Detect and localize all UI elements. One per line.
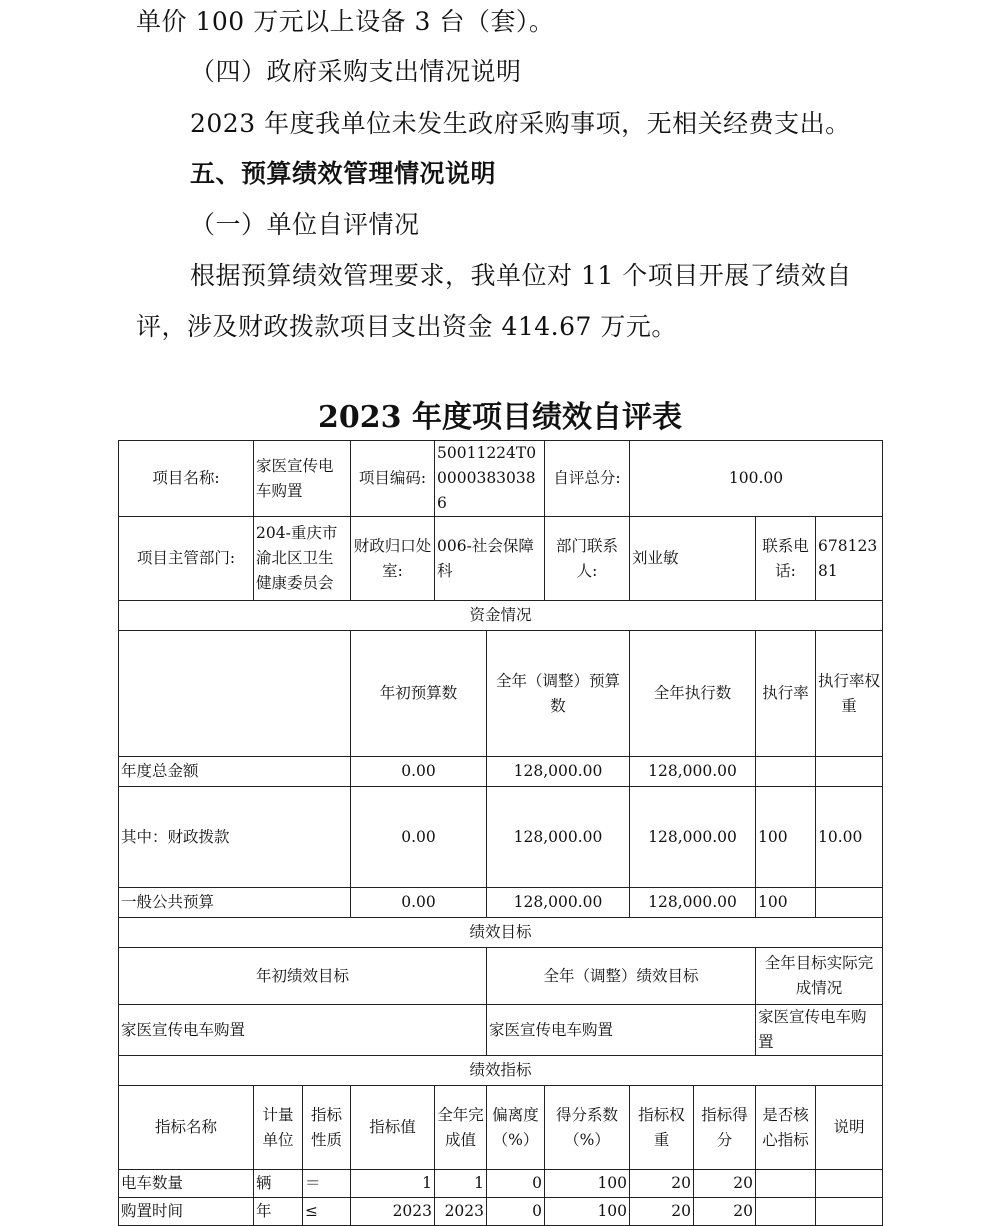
ind-unit: 年 bbox=[254, 1198, 303, 1226]
funds-executed: 128,000.00 bbox=[630, 787, 756, 888]
paragraph-self-eval-1: 根据预算绩效管理要求，我单位对 11 个项目开展了绩效自 bbox=[190, 261, 852, 290]
funds-rate: 100 bbox=[756, 787, 816, 888]
goals-header-adjusted: 全年（调整）绩效目标 bbox=[487, 948, 756, 1005]
funds-row-label: 年度总金额 bbox=[119, 757, 351, 787]
table-row bbox=[119, 1005, 883, 1056]
paragraph-equipment: 单价 100 万元以上设备 3 台（套）。 bbox=[136, 7, 555, 36]
ind-header-target: 指标值 bbox=[351, 1086, 435, 1170]
ind-coef: 100 bbox=[545, 1170, 630, 1198]
funds-rate: 100 bbox=[756, 888, 816, 918]
funds-header-adjusted: 全年（调整）预算数 bbox=[487, 631, 630, 757]
ind-note bbox=[816, 1170, 883, 1198]
contact-value: 刘业敏 bbox=[630, 517, 756, 601]
funds-adjusted: 128,000.00 bbox=[487, 757, 630, 787]
ind-weight: 20 bbox=[630, 1170, 694, 1198]
section-heading-self-eval: （一）单位自评情况 bbox=[190, 210, 420, 239]
ind-header-deviation: 偏离度（%） bbox=[487, 1086, 545, 1170]
ind-nature: ＝ bbox=[303, 1170, 351, 1198]
paragraph-self-eval-2: 评，涉及财政拨款项目支出资金 414.67 万元。 bbox=[136, 312, 677, 341]
dept-value: 204-重庆市渝北区卫生健康委员会 bbox=[254, 517, 351, 601]
funds-header-initial: 年初预算数 bbox=[351, 631, 487, 757]
table-row bbox=[119, 1056, 883, 1086]
table-row bbox=[119, 787, 883, 888]
performance-table bbox=[118, 440, 883, 1226]
ind-header-nature: 指标性质 bbox=[303, 1086, 351, 1170]
ind-deviation: 0 bbox=[487, 1170, 545, 1198]
ind-target: 1 bbox=[351, 1170, 435, 1198]
table-row bbox=[119, 1170, 883, 1198]
funds-section-header: 资金情况 bbox=[119, 601, 883, 631]
funds-header-blank bbox=[119, 631, 351, 757]
table-row bbox=[119, 601, 883, 631]
ind-note bbox=[816, 1198, 883, 1226]
goals-actual: 家医宣传电车购置 bbox=[756, 1005, 883, 1056]
ind-weight: 20 bbox=[630, 1198, 694, 1226]
table-row bbox=[119, 888, 883, 918]
section-heading-performance: 五、预算绩效管理情况说明 bbox=[190, 159, 497, 188]
ind-target: 2023 bbox=[351, 1198, 435, 1226]
funds-header-weight: 执行率权重 bbox=[816, 631, 883, 757]
project-code: 50011224T000003830386 bbox=[435, 441, 545, 517]
ind-coef: 100 bbox=[545, 1198, 630, 1226]
ind-score: 20 bbox=[694, 1170, 756, 1198]
project-name-label: 项目名称: bbox=[119, 441, 254, 517]
goals-adjusted: 家医宣传电车购置 bbox=[487, 1005, 756, 1056]
ind-header-name: 指标名称 bbox=[119, 1086, 254, 1170]
funds-weight bbox=[816, 888, 883, 918]
self-score: 100.00 bbox=[630, 441, 883, 517]
contact-label: 部门联系人: bbox=[545, 517, 630, 601]
office-value: 006-社会保障科 bbox=[435, 517, 545, 601]
goals-header-actual: 全年目标实际完成情况 bbox=[756, 948, 883, 1005]
table-title: 2023 年度项目绩效自评表 bbox=[318, 400, 682, 435]
ind-header-coef: 得分系数（%） bbox=[545, 1086, 630, 1170]
funds-executed: 128,000.00 bbox=[630, 888, 756, 918]
goals-header-initial: 年初绩效目标 bbox=[119, 948, 487, 1005]
goals-section-header: 绩效目标 bbox=[119, 918, 883, 948]
table-row bbox=[119, 918, 883, 948]
table-row bbox=[119, 948, 883, 1005]
table-row bbox=[119, 517, 883, 601]
office-label: 财政归口处室: bbox=[351, 517, 435, 601]
ind-header-note: 说明 bbox=[816, 1086, 883, 1170]
table-row bbox=[119, 757, 883, 787]
dept-label: 项目主管部门: bbox=[119, 517, 254, 601]
ind-actual: 2023 bbox=[435, 1198, 487, 1226]
funds-row-label: 其中：财政拨款 bbox=[119, 787, 351, 888]
ind-actual: 1 bbox=[435, 1170, 487, 1198]
ind-name: 电车数量 bbox=[119, 1170, 254, 1198]
indicators-section-header: 绩效指标 bbox=[119, 1056, 883, 1086]
ind-name: 购置时间 bbox=[119, 1198, 254, 1226]
funds-initial: 0.00 bbox=[351, 787, 487, 888]
ind-core bbox=[756, 1170, 816, 1198]
table-row bbox=[119, 1086, 883, 1170]
funds-row-label: 一般公共预算 bbox=[119, 888, 351, 918]
ind-nature: ≤ bbox=[303, 1198, 351, 1226]
funds-weight: 10.00 bbox=[816, 787, 883, 888]
ind-header-unit: 计量单位 bbox=[254, 1086, 303, 1170]
section-heading-procurement: （四）政府采购支出情况说明 bbox=[190, 57, 522, 86]
project-name: 家医宣传电车购置 bbox=[254, 441, 351, 517]
funds-header-executed: 全年执行数 bbox=[630, 631, 756, 757]
self-score-label: 自评总分: bbox=[545, 441, 630, 517]
funds-executed: 128,000.00 bbox=[630, 757, 756, 787]
funds-adjusted: 128,000.00 bbox=[487, 787, 630, 888]
goals-initial: 家医宣传电车购置 bbox=[119, 1005, 487, 1056]
phone-label: 联系电话: bbox=[756, 517, 816, 601]
table-row bbox=[119, 1198, 883, 1226]
ind-header-weight: 指标权重 bbox=[630, 1086, 694, 1170]
funds-initial: 0.00 bbox=[351, 888, 487, 918]
funds-initial: 0.00 bbox=[351, 757, 487, 787]
ind-deviation: 0 bbox=[487, 1198, 545, 1226]
ind-core bbox=[756, 1198, 816, 1226]
phone-value: 67812381 bbox=[816, 517, 883, 601]
ind-score: 20 bbox=[694, 1198, 756, 1226]
ind-header-score: 指标得分 bbox=[694, 1086, 756, 1170]
funds-header-rate: 执行率 bbox=[756, 631, 816, 757]
project-code-label: 项目编码: bbox=[351, 441, 435, 517]
funds-adjusted: 128,000.00 bbox=[487, 888, 630, 918]
table-row bbox=[119, 631, 883, 757]
paragraph-procurement: 2023 年度我单位未发生政府采购事项，无相关经费支出。 bbox=[190, 109, 851, 138]
ind-header-core: 是否核心指标 bbox=[756, 1086, 816, 1170]
table-row bbox=[119, 441, 883, 517]
funds-weight bbox=[816, 757, 883, 787]
funds-rate bbox=[756, 757, 816, 787]
ind-unit: 辆 bbox=[254, 1170, 303, 1198]
ind-header-actual: 全年完成值 bbox=[435, 1086, 487, 1170]
